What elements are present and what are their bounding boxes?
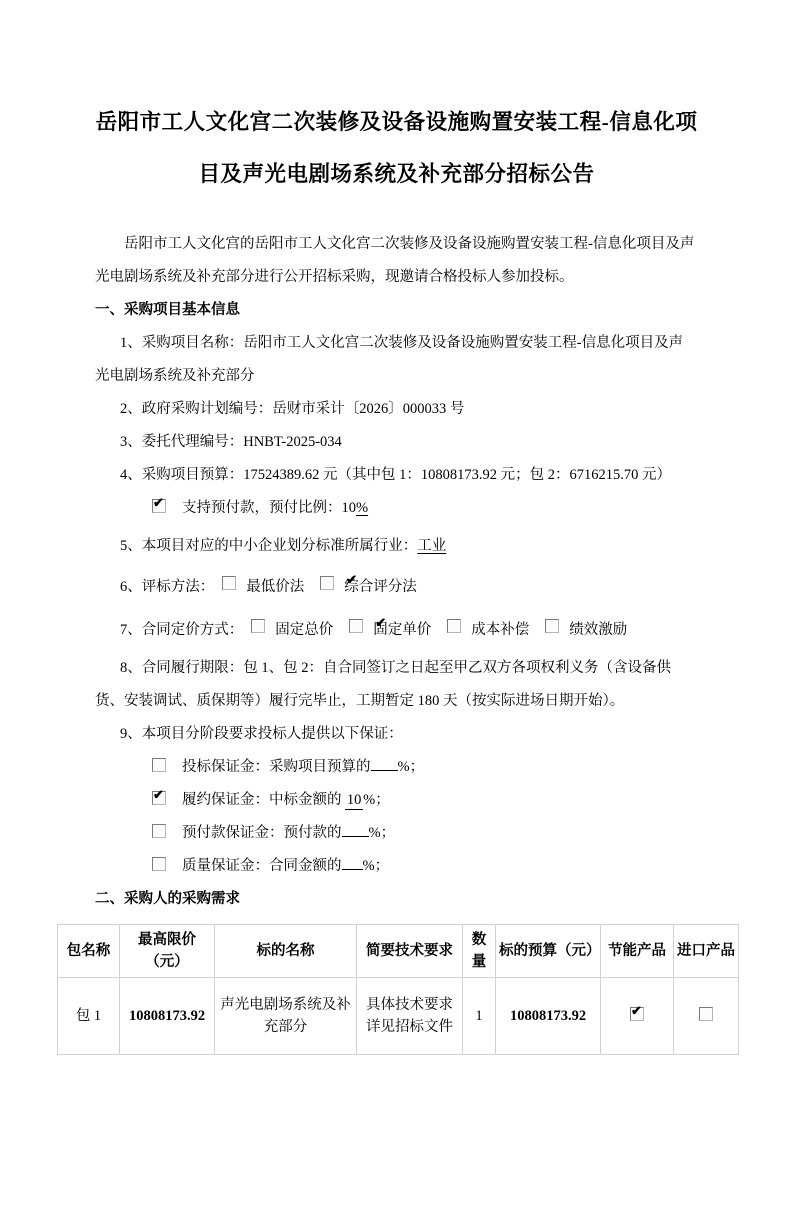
- guarantee-bid-suffix: %；: [397, 759, 425, 775]
- section1-heading: 一、采购项目基本信息: [95, 302, 240, 318]
- guarantee-performance-text: 履约保证金：中标金额的: [182, 792, 346, 808]
- col-quantity: 数量: [463, 925, 496, 978]
- cell-subject: 声光电剧场系统及补充部分: [215, 978, 357, 1055]
- cell-max-price: 10808173.92: [120, 978, 215, 1055]
- col-tech-requirements: 简要技术要求: [357, 925, 463, 978]
- item-project-name: 1、采购项目名称：岳阳市工人文化宫二次装修及设备设施购置安装工程-信息化项目及声光电剧场系统及补充部分: [95, 335, 684, 384]
- col-subject-name: 标的名称: [215, 925, 357, 978]
- guarantee-quality-suffix: %；: [362, 858, 390, 874]
- imported-checkbox[interactable]: [699, 1007, 713, 1021]
- pricing-performance-checkbox[interactable]: [545, 619, 559, 633]
- eval-lowest-price-checkbox[interactable]: [222, 576, 236, 590]
- table-row: [58, 978, 739, 1055]
- item-agency-number: 3、委托代理编号：HNBT-2025-034: [120, 434, 342, 450]
- col-subject-budget: 标的预算（元）: [496, 925, 601, 978]
- item-eval-method: [95, 571, 697, 604]
- guarantee-quality: [152, 850, 697, 883]
- item-industry-value: 工业: [417, 538, 447, 554]
- cell-budget: 10808173.92: [496, 978, 601, 1055]
- pricing-fixed-unit-label: 固定单价: [373, 622, 432, 638]
- col-imported: 进口产品: [674, 925, 739, 978]
- pricing-cost-comp-checkbox[interactable]: [447, 619, 461, 633]
- guarantee-quality-text: 质量保证金：合同金额的: [182, 858, 342, 874]
- guarantee-performance: [152, 784, 697, 817]
- guarantee-prepay-text: 预付款保证金：预付款的: [182, 825, 342, 841]
- cell-package: 包 1: [58, 978, 120, 1055]
- eval-method-label: 6、评标方法：: [120, 579, 215, 595]
- pricing-label: 7、合同定价方式：: [120, 622, 244, 638]
- guarantee-prepay: [152, 817, 697, 850]
- prepay-line: [152, 492, 697, 525]
- guarantee-prepay-suffix: %；: [368, 825, 396, 841]
- document-page: [0, 96, 793, 1218]
- item-guarantee-intro: 9、本项目分阶段要求投标人提供以下保证：: [120, 726, 403, 742]
- item-pricing-method: [95, 614, 697, 647]
- guarantee-performance-checkbox[interactable]: [152, 791, 166, 805]
- document-body: [95, 228, 697, 916]
- col-max-price: 最高限价（元）: [120, 925, 215, 978]
- guarantee-bid-blank: [371, 754, 398, 771]
- table-header-row: [58, 925, 739, 978]
- pricing-performance-label: 绩效激励: [569, 622, 628, 638]
- col-energy-saving: 节能产品: [601, 925, 674, 978]
- page-title: 岳阳市工人文化宫二次装修及设备设施购置安装工程-信息化项目及声光电剧场系统及补充部分招标公告: [95, 110, 698, 186]
- item-plan-number: 2、政府采购计划编号：岳财市采计〔2026〕000033 号: [120, 401, 465, 417]
- eval-comprehensive-label: 综合评分法: [344, 579, 417, 595]
- guarantee-bid-checkbox[interactable]: [152, 758, 166, 772]
- item-contract-period: 8、合同履行期限：包 1、包 2：自合同签订之日起至甲乙双方各项权利义务（含设备供货、安装调试、质保期等）履行完毕止，工期暂定 180 天（按实际进场日期开始）。: [95, 660, 671, 709]
- prepay-percent: %: [356, 500, 369, 516]
- cell-imported: [674, 978, 739, 1055]
- guarantee-performance-suffix: %；: [363, 792, 390, 808]
- prepay-text: 支持预付款，预付比例：10: [182, 500, 356, 516]
- item-industry-text: 5、本项目对应的中小企业划分标准所属行业：: [120, 538, 418, 554]
- pricing-fixed-total-checkbox[interactable]: [251, 619, 265, 633]
- prepay-checkbox[interactable]: [152, 499, 166, 513]
- eval-comprehensive-checkbox[interactable]: [320, 576, 334, 590]
- pricing-cost-comp-label: 成本补偿: [471, 622, 530, 638]
- cell-qty: 1: [463, 978, 496, 1055]
- guarantee-performance-value: 10: [346, 792, 362, 808]
- cell-energy-saving: [601, 978, 674, 1055]
- intro-paragraph: 岳阳市工人文化宫的岳阳市工人文化宫二次装修及设备设施购置安装工程-信息化项目及声光电剧场系统及补充部分进行公开招标采购，现邀请合格投标人参加投标。: [95, 236, 695, 285]
- procurement-requirements-table: [57, 924, 739, 1055]
- pricing-fixed-unit-checkbox[interactable]: [349, 619, 363, 633]
- guarantee-quality-blank: [342, 853, 363, 870]
- item-budget: 4、采购项目预算：17524389.62 元（其中包 1：10808173.92 元；包 2：6716215.70 元）: [120, 467, 671, 483]
- pricing-fixed-total-label: 固定总价: [275, 622, 334, 638]
- cell-tech: 具体技术要求详见招标文件: [357, 978, 463, 1055]
- guarantee-prepay-blank: [342, 820, 369, 837]
- guarantee-bid: [152, 751, 697, 784]
- section2-heading: 二、采购人的采购需求: [95, 891, 240, 907]
- guarantee-bid-text: 投标保证金：采购项目预算的: [182, 759, 371, 775]
- guarantee-prepay-checkbox[interactable]: [152, 824, 166, 838]
- col-package-name: 包名称: [58, 925, 120, 978]
- guarantee-quality-checkbox[interactable]: [152, 857, 166, 871]
- energy-saving-checkbox[interactable]: [630, 1007, 644, 1021]
- eval-lowest-price-label: 最低价法: [246, 579, 305, 595]
- item-industry: [95, 530, 697, 563]
